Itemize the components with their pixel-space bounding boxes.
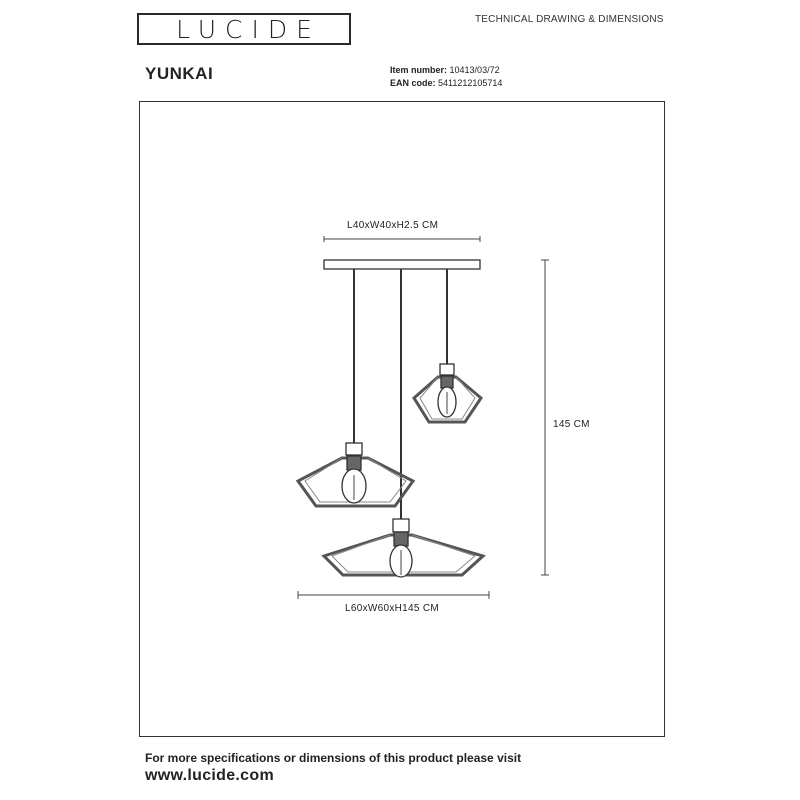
height-dimension-label: 145 CM (553, 419, 590, 430)
pendant-right (414, 364, 481, 422)
pendant-center-socket (393, 519, 409, 532)
pendant-center (324, 519, 483, 577)
pendant-right-holder (441, 376, 453, 388)
document-title: TECHNICAL DRAWING & DIMENSIONS (475, 14, 664, 25)
pendant-left-holder (347, 456, 361, 470)
item-number-label: Item number: (390, 65, 448, 75)
pendant-left-socket (346, 443, 362, 455)
footer-note: For more specifications or dimensions of this product please visit (145, 751, 522, 765)
pendant-left (298, 443, 413, 506)
overall-dimension-label: L60xW60xH145 CM (345, 603, 439, 614)
brand-logo-text: LUCIDE (176, 14, 321, 44)
item-number-value: 10413/03/72 (449, 65, 500, 75)
footer-url[interactable]: www.lucide.com (145, 767, 274, 784)
ean-label: EAN code: (390, 78, 436, 88)
pendant-right-socket (440, 364, 454, 375)
canopy-bar (324, 260, 480, 269)
canopy-dimension-label: L40xW40xH2.5 CM (347, 220, 439, 231)
product-name: YUNKAI (145, 64, 214, 83)
pendant-center-holder (394, 532, 408, 546)
ean-value: 5411212105714 (438, 78, 503, 88)
